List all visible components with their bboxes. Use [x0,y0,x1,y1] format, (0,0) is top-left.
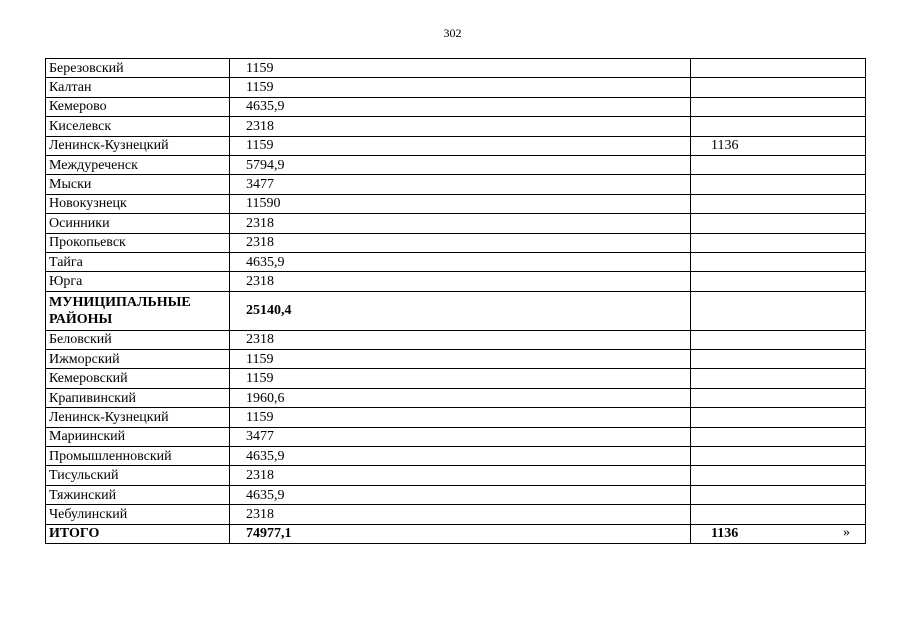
table-row [46,466,866,485]
row-value-cell: 2318 [230,272,691,291]
row-name-cell: Березовский [46,59,230,78]
table-row [46,350,866,369]
row-name-cell: Осинники [46,214,230,233]
row-extra-cell [691,369,866,388]
row-name-cell: Тисульский [46,466,230,485]
allocation-table [45,58,866,544]
row-extra-cell [691,330,866,349]
row-value-cell: 1159 [230,369,691,388]
table-row [46,330,866,349]
table-row [46,427,866,446]
row-name-cell: Тайга [46,252,230,271]
row-value-cell: 2318 [230,117,691,136]
row-extra-cell: 1136 [691,136,866,155]
row-name-cell: Ижморский [46,350,230,369]
row-extra-cell [691,233,866,252]
row-value-cell: 1159 [230,78,691,97]
row-name-cell: Беловский [46,330,230,349]
row-name-cell: Киселевск [46,117,230,136]
page-number: 302 [443,26,462,40]
table-row [46,194,866,213]
row-value-cell: 1159 [230,136,691,155]
row-name-cell: Ленинск-Кузнецкий [46,408,230,427]
row-value-cell: 3477 [230,427,691,446]
row-extra-cell [691,388,866,407]
row-value-cell: 4635,9 [230,97,691,116]
table-row [46,408,866,427]
total-extra-cell: 1136 [691,524,866,543]
row-extra-cell [691,155,866,174]
row-name-cell: Тяжинский [46,485,230,504]
row-name-cell: Междуреченск [46,155,230,174]
row-value-cell: 4635,9 [230,447,691,466]
table-row [46,59,866,78]
row-extra-cell [691,350,866,369]
row-value-cell: 3477 [230,175,691,194]
row-name-cell: Кемеровский [46,369,230,388]
row-value-cell: 4635,9 [230,485,691,504]
row-value-cell: 11590 [230,194,691,213]
table-row [46,272,866,291]
row-name-cell: Промышленновский [46,447,230,466]
row-extra-cell [691,447,866,466]
row-extra-cell [691,214,866,233]
row-extra-cell [691,505,866,524]
row-extra-cell [691,175,866,194]
row-name-cell: Ленинск-Кузнецкий [46,136,230,155]
table-row [46,485,866,504]
row-extra-cell [691,485,866,504]
total-value-cell: 74977,1 [230,524,691,543]
table-row [46,214,866,233]
total-label-cell: ИТОГО [46,524,230,543]
row-name-cell: Крапивинский [46,388,230,407]
row-name-cell: Юрга [46,272,230,291]
row-name-cell: Мариинский [46,427,230,446]
row-name-cell: Чебулинский [46,505,230,524]
row-name-cell: Новокузнецк [46,194,230,213]
row-extra-cell [691,466,866,485]
table-row [46,136,866,155]
table-row [46,388,866,407]
table-row [46,78,866,97]
row-value-cell: 2318 [230,466,691,485]
section-value-cell: 25140,4 [230,291,691,330]
row-extra-cell [691,427,866,446]
row-extra-cell [691,252,866,271]
row-name-cell: Мыски [46,175,230,194]
row-value-cell: 4635,9 [230,252,691,271]
row-value-cell: 2318 [230,505,691,524]
section-name-cell: МУНИЦИПАЛЬНЫЕ РАЙОНЫ [46,291,230,330]
table-row [46,97,866,116]
row-extra-cell [691,194,866,213]
row-extra-cell [691,408,866,427]
row-extra-cell [691,97,866,116]
row-value-cell: 1960,6 [230,388,691,407]
row-value-cell: 2318 [230,233,691,252]
table-row [46,155,866,174]
table-row [46,233,866,252]
table-row [46,369,866,388]
row-value-cell: 5794,9 [230,155,691,174]
section-header-row [46,291,866,330]
row-extra-cell [691,117,866,136]
table-row [46,117,866,136]
table-row [46,252,866,271]
table-row [46,175,866,194]
row-value-cell: 2318 [230,214,691,233]
total-row [46,524,866,543]
table-row [46,505,866,524]
row-extra-cell [691,78,866,97]
row-extra-cell [691,59,866,78]
row-value-cell: 1159 [230,350,691,369]
row-extra-cell [691,272,866,291]
table-row [46,447,866,466]
section-extra-cell [691,291,866,330]
row-value-cell: 1159 [230,59,691,78]
closing-quote: » [843,525,850,540]
row-name-cell: Калтан [46,78,230,97]
row-name-cell: Кемерово [46,97,230,116]
row-value-cell: 2318 [230,330,691,349]
row-value-cell: 1159 [230,408,691,427]
row-name-cell: Прокопьевск [46,233,230,252]
